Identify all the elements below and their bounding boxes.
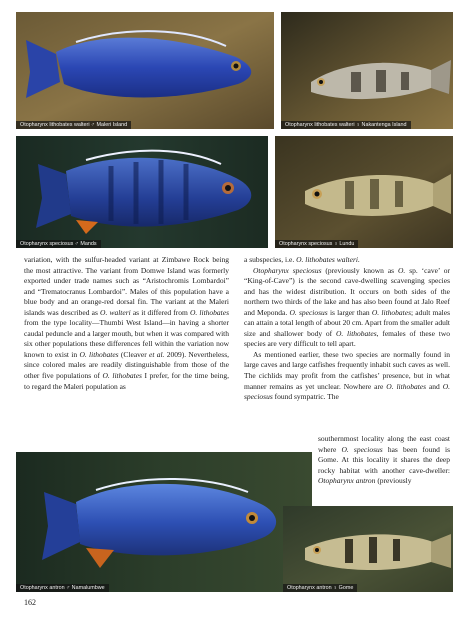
photo-caption: Otopharynx speciosus ♀ Lundu <box>275 240 358 248</box>
photo-blue-male-speciosus <box>16 136 268 248</box>
photo-caption: Otopharynx lithobates walteri ♀ Nakantenga Island <box>281 121 411 129</box>
fish-photo-image <box>16 136 268 248</box>
photo-blue-male-maleri <box>16 12 274 129</box>
photo-caption: Otopharynx speciosus ♂ Mands <box>16 240 101 248</box>
fish-photo-image <box>16 12 274 129</box>
photo-caption: Otopharynx antron ♀ Gome <box>283 584 357 592</box>
photo-female-gome <box>283 506 453 592</box>
paragraph: variation, with the sulfur-headed variant at Zimbawe Rock being the most attractive. The variant from Domwe Island was formerly exported under trade names such as “Aristochromis Lombardoi” and “Trematocranus Lombardoi”. Males of this population have a blue body and an orange-red dorsal fin. The variant at the Maleri islands was described as O. walteri as it differed from O. lithobates from the type locality—Thumbi West Island—in having a shorter caudal peduncle and a larger mouth, but when it was compared with six other populations these differences fell within the variation now known to exist in O. lithobates (Cleaver et al. 2009). Nevertheless, since colored males are readily distinguishable from those of the other five populations of O. lithobates I prefer, for the time being, to regard the Maleri population as <box>24 255 230 391</box>
fish-photo-image <box>16 452 312 592</box>
paragraph: a subspecies, i.e. O. lithobates walteri. <box>244 255 360 264</box>
fish-photo-image <box>281 12 453 129</box>
photo-caption: Otopharynx lithobates walteri ♂ Maleri Island <box>16 121 131 129</box>
paragraph: southernmost locality along the east coast where O. speciosus has been found is Gome. At this locality it shares the deep rocky habitat with another cave-dweller: Otopharynx antron (previously <box>318 434 450 486</box>
body-text-right-column <box>244 255 450 403</box>
photo-female-lundu <box>275 136 453 248</box>
paragraph: Otopharynx speciosus (previously known as O. sp. ‘cave’ or “King-of-Cave”) is the second cave-dwelling scavenging species and has the widest distribution. It occurs on both sides of the northern two thirds of the lake and has also been found at Jalo Reef and Meponda. O. speciosus is larger than O. lithobates; adult males can attain a total length of about 20 cm. Apart from the smaller adult size and shallower body of O. lithobates, females of these two species are very difficult to tell apart. <box>244 265 451 349</box>
page-number: 162 <box>24 598 36 607</box>
body-text-left-column <box>24 255 229 392</box>
photo-female-nakantenga <box>281 12 453 129</box>
paragraph: As mentioned earlier, these two species are normally found in large caves and large catfishes frequently inhabit such caves as well. The cichlids may profit from the catfishes’ presence, but in what manner remains as yet unclear. Nowhere are O. lithobates and O. speciosus found sympatric. The <box>244 349 450 402</box>
body-text-right-column-continued <box>318 434 450 487</box>
fish-photo-image <box>275 136 453 248</box>
photo-caption: Otopharynx antron ♂ Namalumbwe <box>16 584 109 592</box>
photo-blue-male-antron <box>16 452 312 592</box>
fish-photo-image <box>283 506 453 592</box>
